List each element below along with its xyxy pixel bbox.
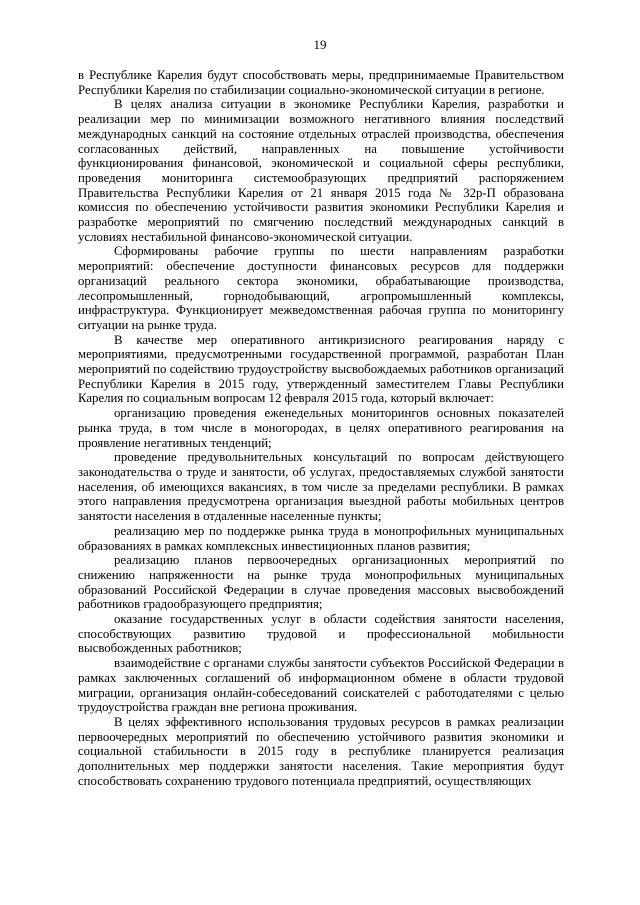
list-item-interaction: взаимодействие с органами службы занятости субъектов Российской Федерации в рамках заключенных соглашений об информационном обмене в области трудовой миграции, организация онлайн-собеседований соискателей с работодателями с целью трудоустройства граждан вне региона проживания. xyxy=(78,656,564,715)
list-item-consultations: проведение предувольнительных консультаций по вопросам действующего законодательства о труде и занятости, об услугах, предоставляемых службой занятости населения, об имеющихся вакансиях, в том числе за пределами республики. В рамках этого направления предусмотрена организация выездной работы мобильных центров занятости населения в отдаленные населенные пункты; xyxy=(78,450,564,524)
document-body xyxy=(78,68,564,788)
list-item-state-services: оказание государственных услуг в области содействия занятости населения, способствующих развитию трудовой и профессиональной мобильности высвобожденных работников; xyxy=(78,612,564,656)
list-item-monotowns-support: реализацию мер по поддержке рынка труда в монопрофильных муниципальных образованиях в рамках комплексных инвестиционных планов развития; xyxy=(78,523,564,553)
list-item-priority-plans: реализацию планов первоочередных организационных мероприятий по снижению напряженности на рынке труда монопрофильных муниципальных образований Российской Федерации в случае проведения массовых высвобождений работников градообразующего предприятия; xyxy=(78,553,564,612)
paragraph-additional-measures: В целях эффективного использования трудовых ресурсов в рамках реализации первоочередных мероприятий по обеспечению устойчивого развития экономики и социальной стабильности в 2015 году в республике планируется реализация дополнительных мер поддержки занятости населения. Такие мероприятия будут способствовать сохранению трудового потенциала предприятий, осуществляющих xyxy=(78,714,564,788)
list-item-monitoring: организацию проведения еженедельных мониторингов основных показателей рынка труда, в том числе в моногородах, в целях оперативного реагирования на проявление негативных тенденций; xyxy=(78,406,564,450)
paragraph-commission: В целях анализа ситуации в экономике Республики Карелия, разработки и реализации мер по минимизации возможного негативного влияния последствий международных санкций на состояние отдельных отраслей производства, обеспечения согласованных действий, направленных на повышение устойчивости функционирования финансовой, экономической и социальной сферы республики, проведения мониторинга системообразующих предприятий распоряжением Правительства Республики Карелия от 21 января 2015 года № 32р-П образована комиссия по обеспечению устойчивости развития экономики Республики Карелия и разработке мероприятий по смягчению последствий международных санкций в условиях нестабильной финансово-экономической ситуации. xyxy=(78,97,564,244)
page-number: 19 xyxy=(313,37,327,52)
paragraph-working-groups: Сформированы рабочие группы по шести направлениям разработки мероприятий: обеспечение доступности финансовых ресурсов для поддержки организаций реального сектора экономики, обрабатывающие производства, лесопромышленный, горнодобывающий, агропромышленный комплексы, инфраструктура. Функционирует межведомственная рабочая группа по мониторингу ситуации на рынке труда. xyxy=(78,244,564,332)
paragraph-action-plan: В качестве мер оперативного антикризисного реагирования наряду с мероприятиями, предусмотренными государственной программой, разработан План мероприятий по содействию трудоустройству высвобождаемых работников организаций Республики Карелия в 2015 году, утвержденный заместителем Главы Республики Карелия по социальным вопросам 12 февраля 2015 года, который включает: xyxy=(78,332,564,406)
paragraph-continuation: в Республике Карелия будут способствовать меры, предпринимаемые Правительством Республики Карелия по стабилизации социально-экономической ситуации в регионе. xyxy=(78,68,564,97)
